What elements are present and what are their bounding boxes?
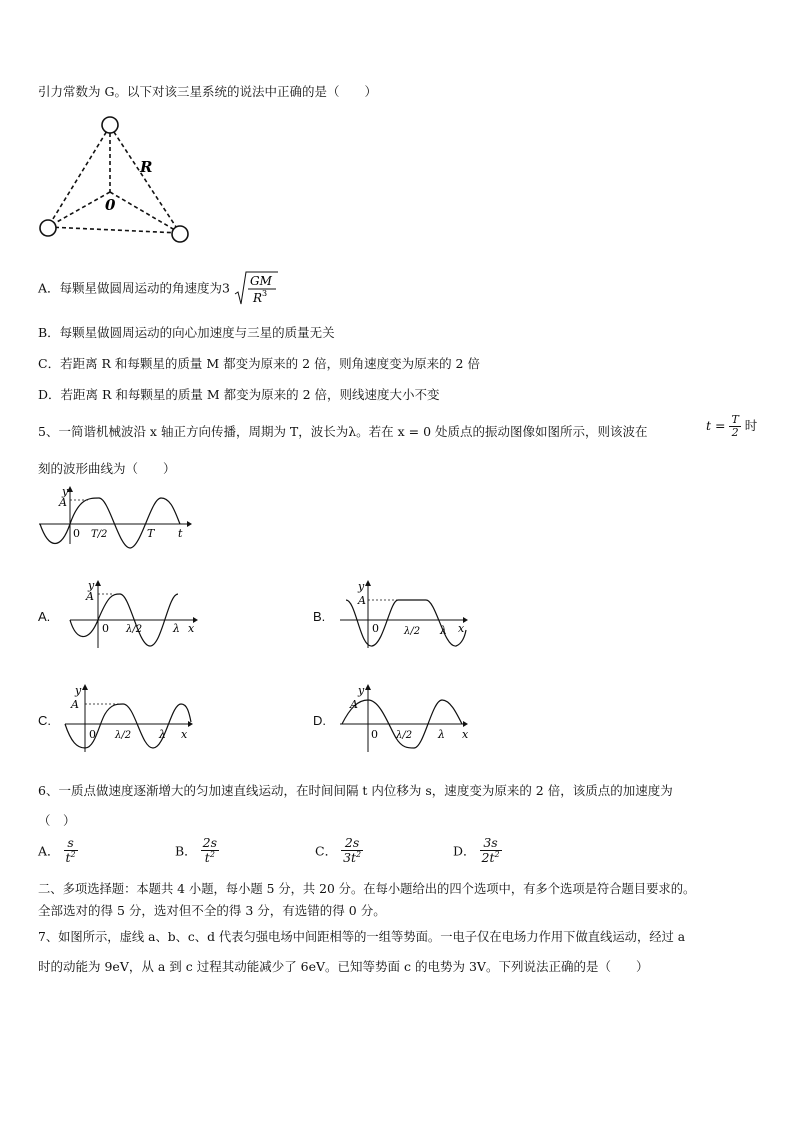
svg-text:y: y — [62, 485, 69, 498]
q7-line1: 7、如图所示，虚线 a、b、c、d 代表匀强电场中间距相等的一组等势面。一电子仅在电场力作用下做直线运动，经过 a — [38, 930, 686, 944]
q5-option-d-label[interactable]: D. — [313, 713, 326, 728]
vibration-graph — [35, 484, 195, 549]
svg-text:0: 0 — [371, 728, 378, 741]
three-star-diagram — [35, 112, 195, 247]
svg-text:A: A — [71, 698, 79, 711]
svg-text:T: T — [147, 527, 155, 540]
svg-text:x: x — [188, 622, 195, 635]
svg-text:y: y — [358, 684, 365, 697]
q4-intro: 引力常数为 G。以下对该三星系统的说法中正确的是（ ） — [38, 84, 377, 99]
q5-option-a-label[interactable]: A. — [38, 609, 51, 624]
svg-text:0: 0 — [372, 622, 379, 635]
q5-option-c-label[interactable]: C. — [38, 713, 51, 728]
svg-text:3: 3 — [261, 289, 268, 298]
svg-text:x: x — [462, 728, 469, 741]
section2-line1: 二、多项选择题：本题共 4 小题，每小题 5 分，共 20 分。在每小题给出的四个选项中，有多个选项是符合题目要求的。 — [38, 882, 696, 896]
svg-text:λ: λ — [173, 622, 180, 635]
q4-option-a: A．每颗星做圆周运动的角速度为3 GM R 3 — [38, 270, 279, 308]
label-R: R — [140, 158, 153, 176]
q5-option-c-graph[interactable] — [63, 682, 198, 754]
svg-text:λ/2: λ/2 — [115, 730, 132, 741]
svg-text:x: x — [181, 728, 188, 741]
svg-text:A: A — [350, 698, 358, 711]
q5-option-b-graph[interactable] — [338, 578, 473, 650]
svg-text:A: A — [59, 496, 67, 509]
q5-option-d-graph[interactable] — [338, 682, 473, 754]
q6-line2: （ ） — [38, 813, 76, 828]
svg-text:y: y — [75, 684, 82, 697]
svg-text:y: y — [88, 579, 95, 592]
svg-text:R: R — [252, 291, 263, 305]
svg-text:0: 0 — [73, 527, 80, 540]
svg-text:A: A — [86, 590, 94, 603]
svg-text:GM: GM — [249, 274, 272, 288]
svg-text:λ: λ — [159, 728, 166, 741]
q4-option-b: B．每颗星做圆周运动的向心加速度与三星的质量无关 — [38, 325, 335, 340]
svg-text:λ/2: λ/2 — [404, 626, 421, 637]
q6-line1: 6、一质点做速度逐渐增大的匀加速直线运动，在时间间隔 t 内位移为 s，速度变为原来的 2 倍，该质点的加速度为 — [38, 783, 673, 798]
star-top — [102, 117, 118, 133]
q5-time-expr: t = $\frac{T}{2}$ 时 — [706, 413, 758, 440]
svg-text:λ: λ — [438, 728, 445, 741]
sqrt-symbol — [234, 270, 279, 308]
svg-text:λ/2: λ/2 — [126, 624, 143, 635]
q6-option-c[interactable]: C． $\frac{2s}{3t^2}$ — [315, 835, 362, 865]
q5-line1: 5、一简谐机械波沿 x 轴正方向传播，周期为 T，波长为λ。若在 x = 0 处质点的振动图像如图所示，则该波在 — [38, 424, 648, 439]
svg-text:A: A — [358, 594, 366, 607]
section2-line2: 全部选对的得 5 分，选对但不全的得 3 分，有选错的得 0 分。 — [38, 903, 386, 918]
q5-option-a-graph[interactable] — [68, 578, 203, 650]
svg-text:t: t — [178, 527, 183, 540]
star-left — [40, 220, 56, 236]
svg-text:T/2: T/2 — [91, 529, 108, 540]
svg-text:x: x — [458, 622, 465, 635]
q6-option-d[interactable]: D． $\frac{3s}{2t^2}$ — [453, 835, 500, 865]
label-O: 0 — [105, 196, 116, 214]
q7-line2: 时的动能为 9eV，从 a 到 c 过程其动能减少了 6eV。已知等势面 c 的电势为 3V。下列说法正确的是（ ） — [38, 959, 649, 974]
svg-text:0: 0 — [89, 728, 96, 741]
svg-text:λ: λ — [440, 624, 447, 637]
q5-line2: 刻的波形曲线为（ ） — [38, 461, 176, 476]
q4-option-c: C．若距离 R 和每颗星的质量 M 都变为原来的 2 倍，则角速度变为原来的 2 倍 — [38, 356, 480, 371]
star-right — [172, 226, 188, 242]
svg-text:λ/2: λ/2 — [396, 730, 413, 741]
svg-text:y: y — [358, 580, 365, 593]
q5-option-b-label[interactable]: B. — [313, 609, 326, 624]
svg-text:0: 0 — [102, 622, 109, 635]
q4-option-d: D．若距离 R 和每颗星的质量 M 都变为原来的 2 倍，则线速度大小不变 — [38, 387, 440, 402]
q6-option-b[interactable]: B． $\frac{2s}{t^2}$ — [175, 835, 218, 865]
q6-option-a[interactable]: A． $\frac{s}{t^2}$ — [38, 835, 76, 865]
